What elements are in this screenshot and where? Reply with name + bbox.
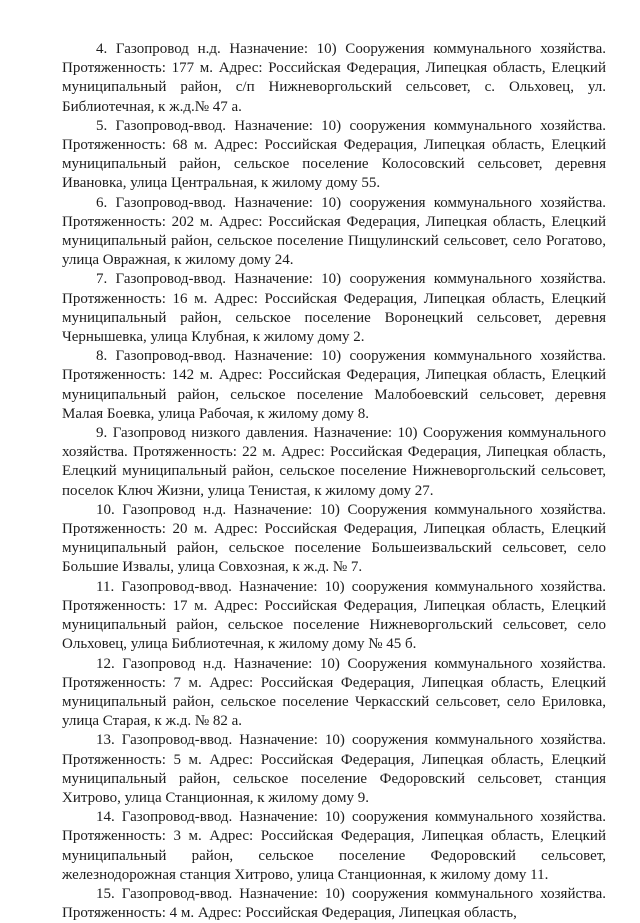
list-item: 5. Газопровод-ввод. Назначение: 10) сооружения коммунального хозяйства. Протяженность: 68 м. Адрес: Российская Федерация, Липецкая область, Елецкий муниципальный район, сельское поселение Колосовский сельсовет, деревня Ивановка, улица Центральная, к жилому дому 55. [62,117,606,192]
list-item: 11. Газопровод-ввод. Назначение: 10) сооружения коммунального хозяйства. Протяженность: 17 м. Адрес: Российская Федерация, Липецкая область, Елецкий муниципальный район, сельское поселение Нижневоргольский сельсовет, село Ольховец, улица Библиотечная, к жилому дому № 45 б. [62,578,606,653]
list-item: 15. Газопровод-ввод. Назначение: 10) сооружения коммунального хозяйства. Протяженность: 4 м. Адрес: Российская Федерация, Липецкая область, [62,885,606,922]
list-item: 12. Газопровод н.д. Назначение: 10) Сооружения коммунального хозяйства. Протяженность: 7 м. Адрес: Российская Федерация, Липецкая область, Елецкий муниципальный район, сельское поселение Черкасский сельсовет, село Ериловка, улица Старая, к ж.д. № 82 а. [62,655,606,730]
list-item: 10. Газопровод н.д. Назначение: 10) Сооружения коммунального хозяйства. Протяженность: 20 м. Адрес: Российская Федерация, Липецкая область, Елецкий муниципальный район, сельское поселение Большеизвальский сельсовет, село Большие Извалы, улица Совхозная, к ж.д. № 7. [62,501,606,576]
list-item: 6. Газопровод-ввод. Назначение: 10) сооружения коммунального хозяйства. Протяженность: 202 м. Адрес: Российская Федерация, Липецкая область, Елецкий муниципальный район, сельское поселение Пищулинский сельсовет, село Рогатово, улица Овражная, к жилому дому 24. [62,194,606,269]
list-item: 8. Газопровод-ввод. Назначение: 10) сооружения коммунального хозяйства. Протяженность: 142 м. Адрес: Российская Федерация, Липецкая область, Елецкий муниципальный район, сельское поселение Малобоевский сельсовет, деревня Малая Боевка, улица Рабочая, к жилому дому 8. [62,348,606,422]
list-item: 14. Газопровод-ввод. Назначение: 10) сооружения коммунального хозяйства. Протяженность: 3 м. Адрес: Российская Федерация, Липецкая область, Елецкий муниципальный район, сельское поселение Федоровский сельсовет, железнодорожная станция Хитрово, улица Станционная, к жилому дому 11. [62,809,606,883]
list-item: 7. Газопровод-ввод. Назначение: 10) сооружения коммунального хозяйства. Протяженность: 16 м. Адрес: Российская Федерация, Липецкая область, Елецкий муниципальный район, сельское поселение Воронецкий сельсовет, деревня Чернышевка, улица Клубная, к жилому дому 2. [62,271,606,346]
list-item: 9. Газопровод низкого давления. Назначение: 10) Сооружения коммунального хозяйства. Протяженность: 22 м. Адрес: Российская Федерация, Липецкая область, Елецкий муниципальный район, сельское поселение Нижневоргольский сельсовет, поселок Ключ Жизни, улица Тенистая, к жилому дому 27. [62,425,606,499]
list-item: 13. Газопровод-ввод. Назначение: 10) сооружения коммунального хозяйства. Протяженность: 5 м. Адрес: Российская Федерация, Липецкая область, Елецкий муниципальный район, сельское поселение Федоровский сельсовет, станция Хитрово, улица Станционная, к жилому дому 9. [62,732,606,806]
list-item: 4. Газопровод н.д. Назначение: 10) Сооружения коммунального хозяйства. Протяженность: 177 м. Адрес: Российская Федерация, Липецкая область, Елецкий муниципальный район, с/п Нижневоргольский сельсовет, с. Ольховец, ул. Библиотечная, к ж.д.№ 47 а. [62,41,606,115]
